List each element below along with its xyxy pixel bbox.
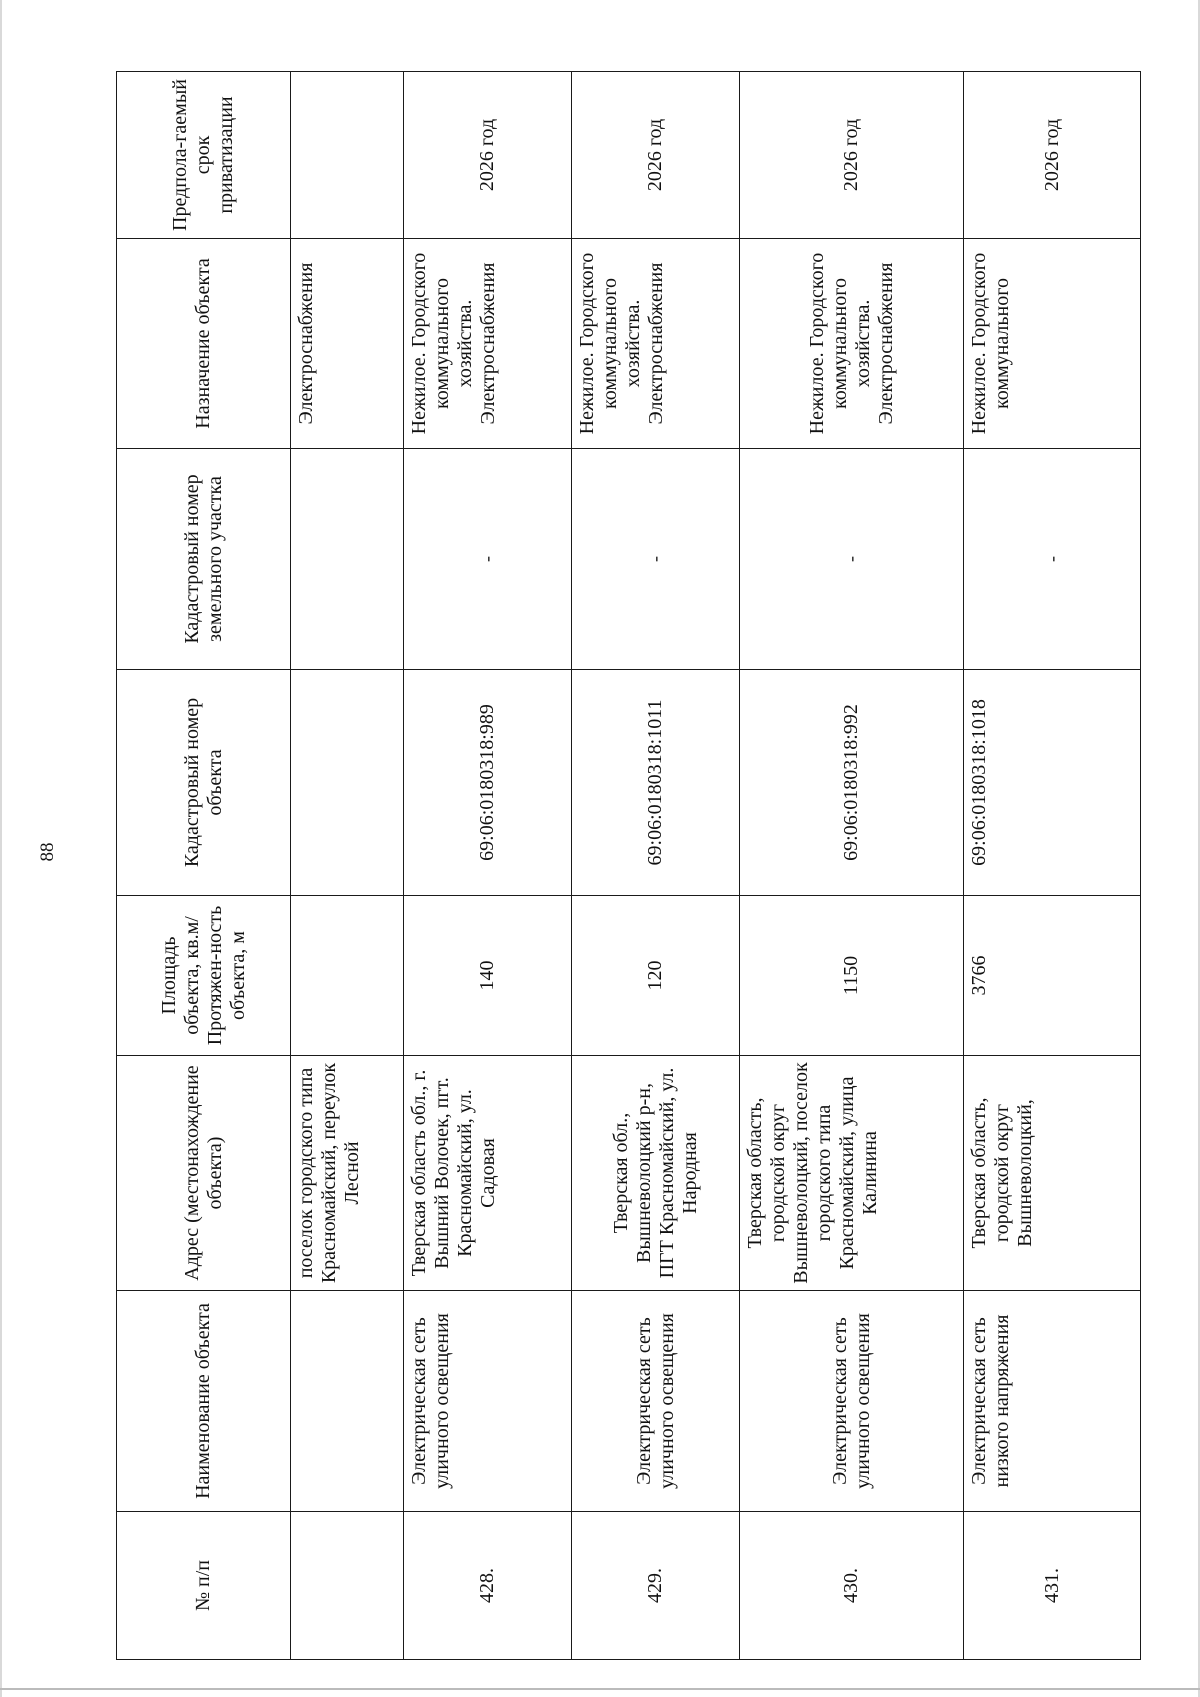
cell-name xyxy=(291,1291,404,1512)
cell-cadastral: 69:06:0180318:989 xyxy=(404,670,572,896)
cell-area: 140 xyxy=(404,896,572,1056)
cell-purpose: Нежилое. Городского коммунального хозяйства. Электроснабжения xyxy=(572,239,740,449)
cell-term: 2026 год xyxy=(404,72,572,239)
header-area: Площадь объекта, кв.м/ Протяжен-ность объекта, м xyxy=(117,896,291,1056)
header-address: Адрес (местонахождение объекта) xyxy=(117,1056,291,1291)
cell-purpose: Электроснабжения xyxy=(291,239,404,449)
cell-purpose: Нежилое. Городского коммунального хозяйства. Электроснабжения xyxy=(404,239,572,449)
cell-area xyxy=(291,896,404,1056)
table-header-row xyxy=(117,72,291,1660)
cell-name: Электрическая сеть уличного освещения xyxy=(572,1291,740,1512)
cell-address: поселок городского типа Красномайский, переулок Лесной xyxy=(291,1056,404,1291)
table-row xyxy=(740,72,964,1660)
header-land: Кадастровый номер земельного участка xyxy=(117,449,291,670)
cell-address: Тверская область обл., г. Вышний Волочек, пгт. Красномайский, ул. Садовая xyxy=(404,1056,572,1291)
cell-area: 120 xyxy=(572,896,740,1056)
table-row xyxy=(572,72,740,1660)
header-number: № п/п xyxy=(117,1512,291,1660)
cell-address: Тверская область, городской округ Вышневолоцкий, поселок городского типа Красномайский, улица Калинина xyxy=(740,1056,964,1291)
cell-term: 2026 год xyxy=(572,72,740,239)
cell-term xyxy=(291,72,404,239)
cell-number: 431. xyxy=(964,1512,1141,1660)
table-row xyxy=(291,72,404,1660)
rotated-table-wrapper xyxy=(116,72,1140,1660)
cell-land: - xyxy=(404,449,572,670)
cell-cadastral xyxy=(291,670,404,896)
cell-cadastral: 69:06:0180318:1018 xyxy=(964,670,1141,896)
cell-number: 428. xyxy=(404,1512,572,1660)
scan-edge-left xyxy=(0,0,2,1697)
cell-address: Тверская обл., Вышневолоцкий р-н, ПГТ Красномайский, ул. Народная xyxy=(572,1056,740,1291)
cell-number xyxy=(291,1512,404,1660)
cell-term: 2026 год xyxy=(740,72,964,239)
header-name: Наименование объекта xyxy=(117,1291,291,1512)
header-cadastral: Кадастровый номер объекта xyxy=(117,670,291,896)
cell-area: 1150 xyxy=(740,896,964,1056)
page-number: 88 xyxy=(37,842,58,862)
cell-land: - xyxy=(964,449,1141,670)
scan-line-bottom xyxy=(0,1688,1200,1690)
cell-land: - xyxy=(572,449,740,670)
cell-purpose: Нежилое. Городского коммунального xyxy=(964,239,1141,449)
header-term: Предпола-гаемый срок приватизации xyxy=(117,72,291,239)
cell-cadastral: 69:06:0180318:1011 xyxy=(572,670,740,896)
cell-address: Тверская область, городской округ Вышневолоцкий, xyxy=(964,1056,1141,1291)
cell-name: Электрическая сеть низкого напряжения xyxy=(964,1291,1141,1512)
cell-number: 430. xyxy=(740,1512,964,1660)
cell-purpose: Нежилое. Городского коммунального хозяйства. Электроснабжения xyxy=(740,239,964,449)
privatization-table xyxy=(116,71,1141,1660)
cell-cadastral: 69:06:0180318:992 xyxy=(740,670,964,896)
cell-name: Электрическая сеть уличного освещения xyxy=(404,1291,572,1512)
table-row xyxy=(964,72,1141,1660)
cell-term: 2026 год xyxy=(964,72,1141,239)
cell-land xyxy=(291,449,404,670)
cell-name: Электрическая сеть уличного освещения xyxy=(740,1291,964,1512)
cell-land: - xyxy=(740,449,964,670)
cell-area: 3766 xyxy=(964,896,1141,1056)
table-row xyxy=(404,72,572,1660)
cell-number: 429. xyxy=(572,1512,740,1660)
header-purpose: Назначение объекта xyxy=(117,239,291,449)
